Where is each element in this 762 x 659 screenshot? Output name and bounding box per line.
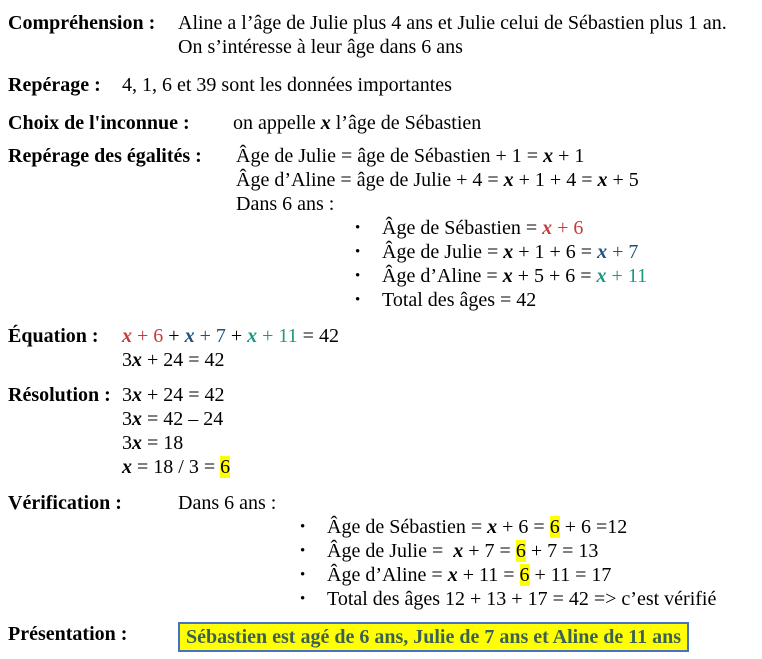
equation-line-2: 3x + 24 = 42 xyxy=(122,349,225,371)
verification-bullet-total: Total des âges 12 + 13 + 17 = 42 => c’est vérifié xyxy=(327,588,717,610)
egalites-bullet-sebastien: Âge de Sébastien = x + 6 xyxy=(382,217,584,239)
section-egalites xyxy=(8,144,756,312)
bullet-icon: • xyxy=(355,268,361,284)
list-item xyxy=(300,587,756,611)
verification-bullet-julie: Âge de Julie = x + 7 = 6 + 7 = 13 xyxy=(327,540,599,562)
egalites-line-1: Âge de Julie = âge de Sébastien + 1 = x + 1 xyxy=(236,145,585,167)
final-answer-box: Sébastien est agé de 6 ans, Julie de 7 ans et Aline de 11 ans xyxy=(178,622,689,652)
list-item xyxy=(300,515,756,539)
egalites-bullet-list xyxy=(355,216,756,312)
comprehension-line-1: Aline a l’âge de Julie plus 4 ans et Julie celui de Sébastien plus 1 an. xyxy=(178,12,727,34)
bullet-icon: • xyxy=(355,292,361,308)
section-choix-inconnue-content xyxy=(233,111,756,135)
egalites-bullet-total: Total des âges = 42 xyxy=(382,289,537,311)
section-comprehension-label: Compréhension : xyxy=(8,12,156,34)
bullet-icon: • xyxy=(355,244,361,260)
egalites-bullet-julie: Âge de Julie = x + 1 + 6 = x + 7 xyxy=(382,241,639,263)
list-item xyxy=(355,240,756,264)
resolution-step-2: 3x = 42 – 24 xyxy=(122,408,224,430)
section-choix-inconnue xyxy=(8,111,756,135)
choix-line: on appelle x l’âge de Sébastien xyxy=(233,112,482,134)
section-choix-inconnue-label: Choix de l'inconnue : xyxy=(8,112,190,134)
section-equation xyxy=(8,324,756,372)
section-resolution-content xyxy=(122,383,756,479)
bullet-icon: • xyxy=(355,220,361,236)
section-egalites-label: Repérage des égalités : xyxy=(8,145,202,167)
bullet-icon: • xyxy=(300,543,306,559)
equation-line-1: x + 6 + x + 7 + x + 11 = 42 xyxy=(122,325,339,347)
section-equation-content xyxy=(122,324,756,372)
section-presentation xyxy=(8,622,756,652)
resolution-step-1: 3x + 24 = 42 xyxy=(122,384,225,406)
verification-bullet-list xyxy=(300,515,756,611)
egalites-line-2: Âge d’Aline = âge de Julie + 4 = x + 1 + 4 = x + 5 xyxy=(236,169,639,191)
section-presentation-label: Présentation : xyxy=(8,623,128,645)
section-verification-content xyxy=(178,491,756,611)
section-presentation-content xyxy=(178,622,756,652)
egalites-line-3: Dans 6 ans : xyxy=(236,193,335,215)
section-verification-label: Vérification : xyxy=(8,492,122,514)
verification-bullet-sebastien: Âge de Sébastien = x + 6 = 6 + 6 =12 xyxy=(327,516,628,538)
list-item xyxy=(300,563,756,587)
section-verification xyxy=(8,491,756,611)
section-comprehension-content xyxy=(178,11,756,59)
bullet-icon: • xyxy=(300,567,306,583)
resolution-step-4: x = 18 / 3 = 6 xyxy=(122,456,231,478)
section-reperage-content xyxy=(122,73,756,97)
section-resolution-label: Résolution : xyxy=(8,384,111,406)
list-item xyxy=(355,288,756,312)
list-item xyxy=(300,539,756,563)
list-item xyxy=(355,216,756,240)
section-reperage-label: Repérage : xyxy=(8,74,101,96)
bullet-icon: • xyxy=(300,519,306,535)
comprehension-line-2: On s’intéresse à leur âge dans 6 ans xyxy=(178,36,463,58)
section-equation-label: Équation : xyxy=(8,325,99,347)
section-comprehension xyxy=(8,11,756,59)
verification-bullet-aline: Âge d’Aline = x + 11 = 6 + 11 = 17 xyxy=(327,564,612,586)
section-egalites-content xyxy=(236,144,756,312)
section-reperage xyxy=(8,73,756,97)
section-resolution xyxy=(8,383,756,479)
verification-intro: Dans 6 ans : xyxy=(178,492,277,514)
egalites-bullet-aline: Âge d’Aline = x + 5 + 6 = x + 11 xyxy=(382,265,648,287)
bullet-icon: • xyxy=(300,591,306,607)
list-item xyxy=(355,264,756,288)
resolution-step-3: 3x = 18 xyxy=(122,432,184,454)
reperage-line: 4, 1, 6 et 39 sont les données importantes xyxy=(122,74,452,96)
